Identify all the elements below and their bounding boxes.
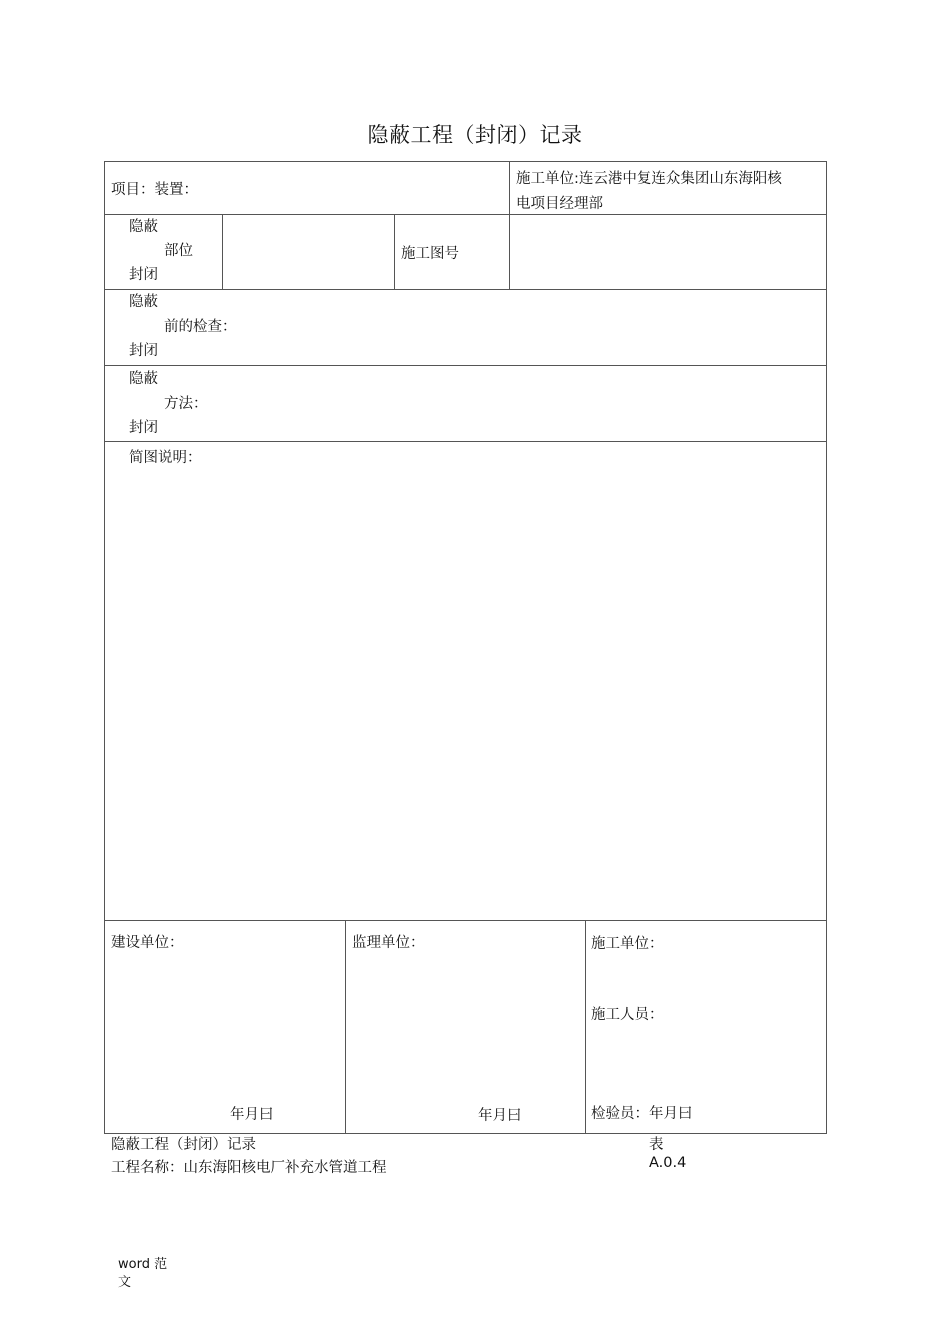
contractor-line-2: 电项目经理部: [516, 196, 603, 212]
owner-date: 年月曰: [230, 1107, 274, 1123]
row2-part-label: 部位: [164, 243, 193, 259]
sketch-description-label: 简图说明：: [129, 450, 202, 466]
owner-label: 建设单位：: [111, 935, 184, 951]
row3-closed-label: 封闭: [129, 343, 158, 359]
footer-table-code: A.0.4: [649, 1155, 687, 1171]
staff-label: 施工人员：: [591, 1007, 664, 1023]
contractor-sign-label: 施工单位：: [591, 936, 664, 952]
watermark-line-2: 文: [118, 1275, 132, 1290]
watermark-line-1: word 范: [118, 1257, 168, 1272]
page-title: 隐蔽工程（封闭）记录: [367, 123, 583, 147]
row4-closed-label: 封闭: [129, 420, 158, 436]
pre-inspection-label: 前的检查：: [164, 319, 237, 335]
contractor-line-1: 施工单位:连云港中复连众集团山东海阳核: [516, 171, 782, 187]
supervisor-date: 年月曰: [478, 1108, 522, 1124]
row3-hidden-label: 隐蔽: [129, 294, 158, 310]
supervisor-label: 监理单位：: [352, 935, 425, 951]
inspector-label: 检验员：年月曰: [591, 1106, 693, 1122]
method-label: 方法：: [164, 396, 208, 412]
footer-table-label: 表: [649, 1137, 664, 1153]
drawing-number-label: 施工图号: [401, 246, 459, 262]
row2-closed-label: 封闭: [129, 267, 158, 283]
project-label: 项目：装置：: [111, 182, 198, 198]
footer-project-name: 工程名称：山东海阳核电厂补充水管道工程: [111, 1160, 387, 1176]
row2-hidden-label: 隐蔽: [129, 219, 158, 235]
footer-record-name: 隐蔽工程（封闭）记录: [111, 1137, 256, 1153]
row4-hidden-label: 隐蔽: [129, 371, 158, 387]
